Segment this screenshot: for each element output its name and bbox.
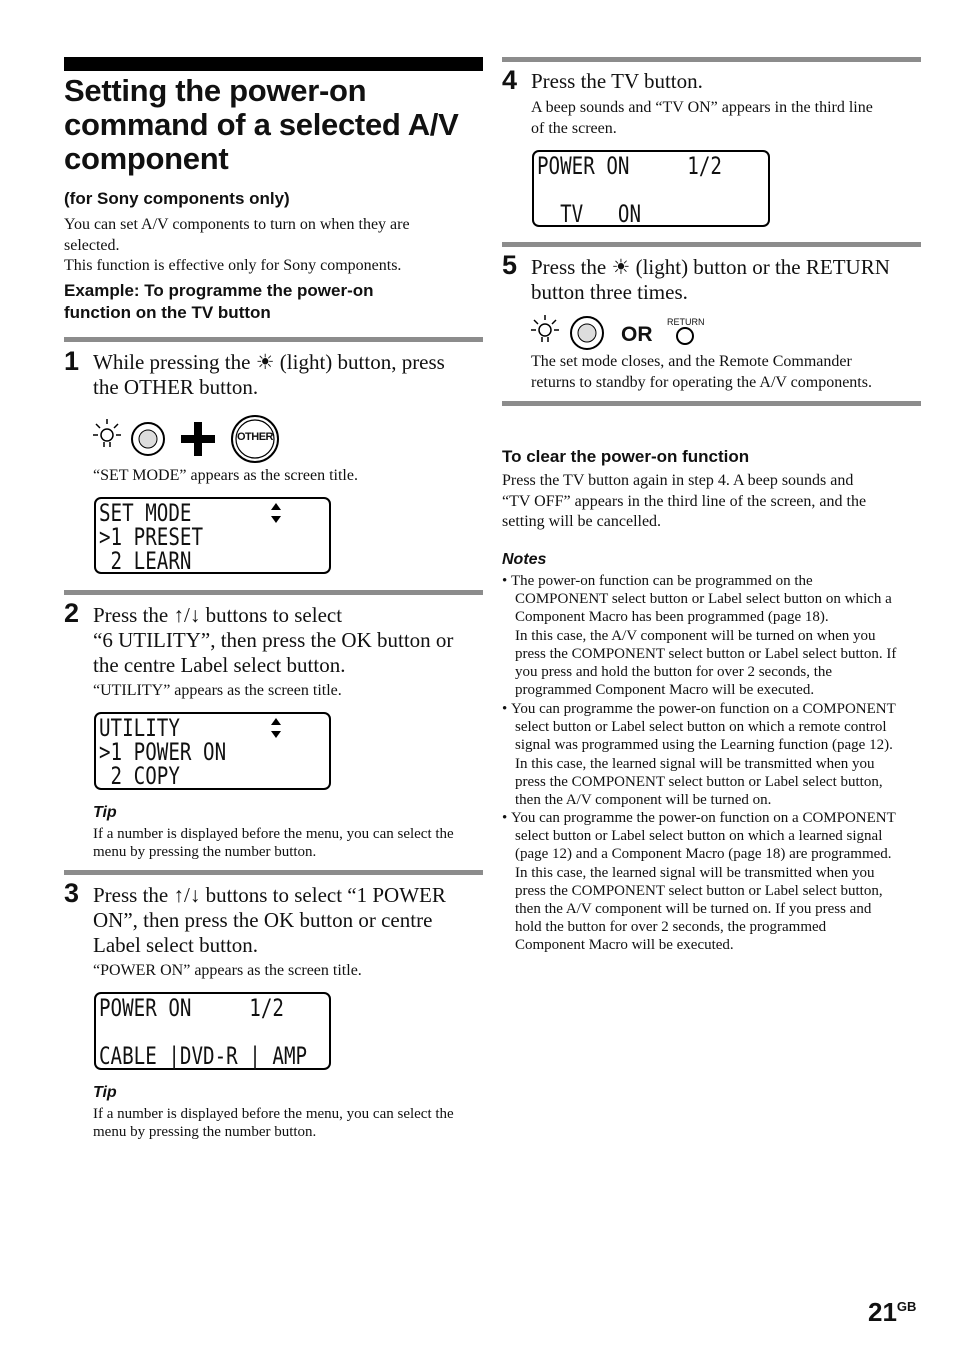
bullet: •: [502, 701, 508, 717]
lcd-line: UTILITY: [99, 714, 180, 742]
step1-rule: [64, 337, 483, 342]
step3-text: Press the ↑/↓ buttons to select “1 POWER ON”, then press the OK button or centre Label select button.: [93, 883, 446, 957]
or-label: OR: [621, 323, 653, 346]
return-label: RETURN: [667, 317, 705, 327]
lcd-line: 2 COPY: [99, 762, 180, 790]
step3-number: 3: [64, 878, 80, 908]
lcd-line: POWER ON 1/2: [99, 994, 284, 1022]
lcd-line: POWER ON 1/2: [537, 152, 722, 180]
step5-rule: [502, 242, 921, 247]
step3-rule: [64, 870, 483, 875]
return-button-icon: [677, 328, 693, 344]
bullet: •: [502, 810, 508, 826]
step1-number: 1: [64, 346, 80, 376]
title-rule: [64, 57, 483, 71]
page-number: $21^{GB}$: [868, 1297, 917, 1327]
step5-button-illustration: [531, 313, 711, 353]
tip-label: Tip: [93, 1084, 117, 1101]
lcd-line: >1 PRESET: [99, 523, 204, 551]
step2-rule: [64, 590, 483, 595]
step1-button-illustration: [93, 414, 293, 464]
bullet: •: [502, 573, 508, 589]
step5-number: 5: [502, 250, 518, 280]
page-title: Setting the power-on command of a selected A/V component: [64, 73, 459, 176]
step2-number: 2: [64, 598, 80, 628]
lcd-line: 2 LEARN: [99, 547, 192, 575]
step4-rule: [502, 57, 921, 62]
step1-text: While pressing the ☀ (light) button, press the OTHER button.: [93, 350, 445, 399]
step3-caption: “POWER ON” appears as the screen title.: [93, 962, 362, 979]
lcd-line: TV ON: [537, 200, 642, 228]
lcd-power-on: [94, 992, 331, 1070]
intro-text: You can set A/V components to turn on when they are selected. This function is effective only for Sony components.: [64, 216, 410, 274]
tip-label: Tip: [93, 804, 117, 821]
step4-text: Press the TV button.: [531, 69, 703, 93]
tip-text: If a number is displayed before the menu, you can select the menu by pressing the number button.: [93, 1106, 454, 1141]
step4-description: A beep sounds and “TV ON” appears in the third line of the screen.: [531, 99, 873, 137]
step5-description: The set mode closes, and the Remote Commander returns to standby for operating the A/V components.: [531, 353, 872, 391]
notes-heading: Notes: [502, 551, 547, 568]
lcd-line: >1 POWER ON: [99, 738, 227, 766]
step2-text: Press the ↑/↓ buttons to select “6 UTILITY”, then press the OK button or the centre Label select button.: [93, 603, 454, 677]
tip-text: If a number is displayed before the menu, you can select the menu by pressing the number button.: [93, 826, 454, 861]
example-heading: Example: To programme the power-on function on the TV button: [64, 281, 374, 322]
lcd-line: SET MODE: [99, 499, 192, 527]
other-button-label: OTHER: [237, 431, 273, 443]
scroll-arrows-icon: [270, 718, 282, 738]
lcd-utility: [94, 712, 331, 790]
clear-heading: To clear the power-on function: [502, 447, 750, 466]
lcd-line: CABLE |DVD-R | AMP: [99, 1042, 308, 1070]
lcd-tv-on: [532, 150, 770, 227]
clear-text: Press the TV button again in step 4. A beep sounds and “TV OFF” appears in the third line of the screen, and the setting will be cancelled.: [502, 472, 867, 530]
step4-number: 4: [502, 65, 518, 95]
step2-caption: “UTILITY” appears as the screen title.: [93, 682, 342, 699]
step5-text: Press the ☀ (light) button or the RETURN button three times.: [531, 255, 890, 304]
subtitle: (for Sony components only): [64, 189, 290, 208]
section-end-rule: [502, 401, 921, 406]
step1-caption: “SET MODE” appears as the screen title.: [93, 467, 358, 484]
scroll-arrows-icon: [270, 503, 282, 523]
lcd-set-mode: [94, 497, 331, 574]
